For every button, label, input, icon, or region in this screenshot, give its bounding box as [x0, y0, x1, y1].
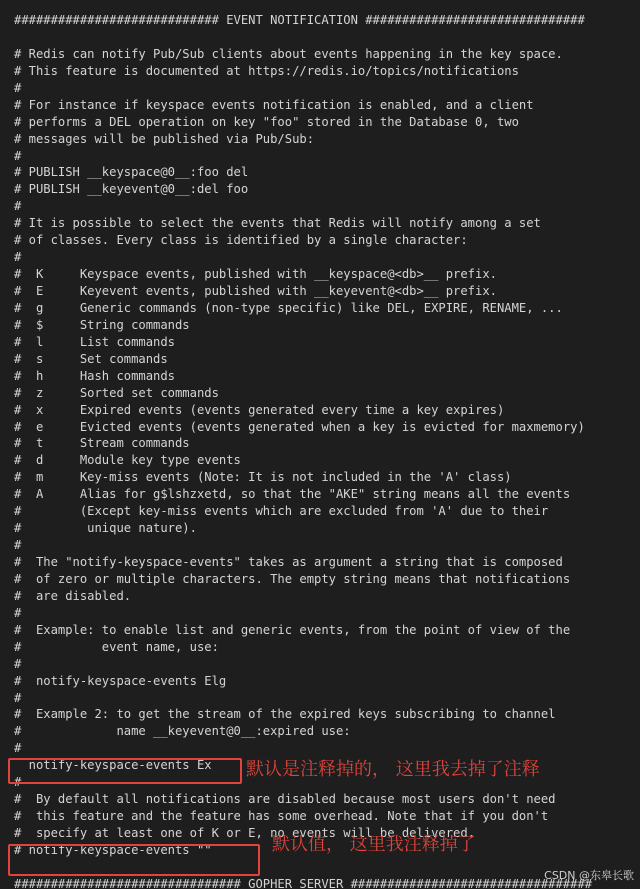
code-line: # notify-keyspace-events "" [14, 842, 212, 857]
code-line: # Example: to enable list and generic events, from the point of view of the [14, 622, 571, 637]
code-line: # of classes. Every class is identified by a single character: [14, 233, 468, 248]
code-line: # specify at least one of K or E, no events will be delivered. [14, 826, 476, 840]
code-line: # l List commands [14, 334, 175, 349]
code-line [14, 29, 592, 46]
code-line: # [14, 741, 22, 756]
code-line: # s Set commands [14, 351, 168, 366]
code-line: notify-keyspace-events Ex [14, 758, 212, 773]
code-line: # t Stream commands [14, 436, 190, 451]
code-line: # E Keyevent events, published with __keyevent@<db>__ prefix. [14, 284, 497, 298]
code-line: # messages will be published via Pub/Sub: [14, 131, 315, 146]
code-line: # unique nature). [14, 521, 197, 536]
code-line: # For instance if keyspace events notification is enabled, and a client [14, 97, 534, 112]
code-line: # notify-keyspace-events Elg [14, 673, 227, 688]
watermark: CSDN @东皋长歌 [544, 869, 634, 882]
code-line: # [14, 690, 22, 705]
code-line: # The "notify-keyspace-events" takes as argument a string that is composed [14, 555, 563, 569]
code-line: ############################ EVENT NOTIFICATION ############################## [14, 13, 585, 27]
code-line: # e Evicted events (events generated when a key is evicted for maxmemory) [14, 419, 585, 434]
code-line: # [14, 538, 22, 553]
code-line: # $ String commands [14, 317, 190, 332]
code-line: # m Key-miss events (Note: It is not included in the 'A' class) [14, 470, 512, 485]
code-line: # [14, 605, 22, 620]
code-line: # [14, 80, 22, 95]
code-line: # of zero or multiple characters. The empty string means that notifications [14, 571, 571, 586]
code-line: # By default all notifications are disabled because most users don't need [14, 792, 556, 807]
code-line: # PUBLISH __keyevent@0__:del foo [14, 182, 249, 197]
code-line: # g Generic commands (non-type specific) like DEL, EXPIRE, RENAME, ... [14, 300, 563, 315]
code-line: # performs a DEL operation on key "foo" stored in the Database 0, two [14, 114, 519, 129]
highlight-box-uncommented-line [8, 758, 242, 784]
annotation-uncommented: 默认是注释掉的， 这里我去掉了注释 [246, 759, 540, 780]
code-line: ############################### GOPHER SERVER ################################# [14, 876, 593, 889]
code-line: # (Except key-miss events which are excluded from 'A' due to their [14, 504, 549, 519]
code-line: # event name, use: [14, 639, 219, 654]
code-line: # K Keyspace events, published with __keyspace@<db>__ prefix. [14, 267, 497, 282]
code-line: # [14, 250, 22, 265]
code-line: # this feature and the feature has some overhead. Note that if you don't [14, 809, 549, 824]
code-line: # A Alias for g$lshzxetd, so that the "AKE" string means all the events [14, 487, 571, 502]
code-line: # This feature is documented at https://redis.io/topics/notifications [14, 63, 519, 78]
highlight-box-commented-line [8, 844, 260, 876]
code-line: # Example 2: to get the stream of the expired keys subscribing to channel [14, 707, 556, 722]
code-line: # PUBLISH __keyspace@0__:foo del [14, 165, 249, 180]
code-line: # [14, 775, 22, 790]
code-line: # [14, 199, 22, 214]
code-line: # Redis can notify Pub/Sub clients about events happening in the key space. [14, 46, 563, 61]
code-line: # x Expired events (events generated every time a key expires) [14, 402, 505, 417]
code-line: # [14, 148, 22, 163]
code-line: # [14, 656, 22, 671]
code-line: # name __keyevent@0__:expired use: [14, 724, 351, 739]
code-line: # It is possible to select the events that Redis will notify among a set [14, 216, 541, 231]
code-line: # d Module key type events [14, 453, 241, 468]
code-line: # h Hash commands [14, 368, 175, 383]
code-line: # are disabled. [14, 588, 132, 603]
annotation-commented: 默认值， 这里我注释掉了 [272, 834, 476, 855]
code-line: # z Sorted set commands [14, 385, 219, 400]
